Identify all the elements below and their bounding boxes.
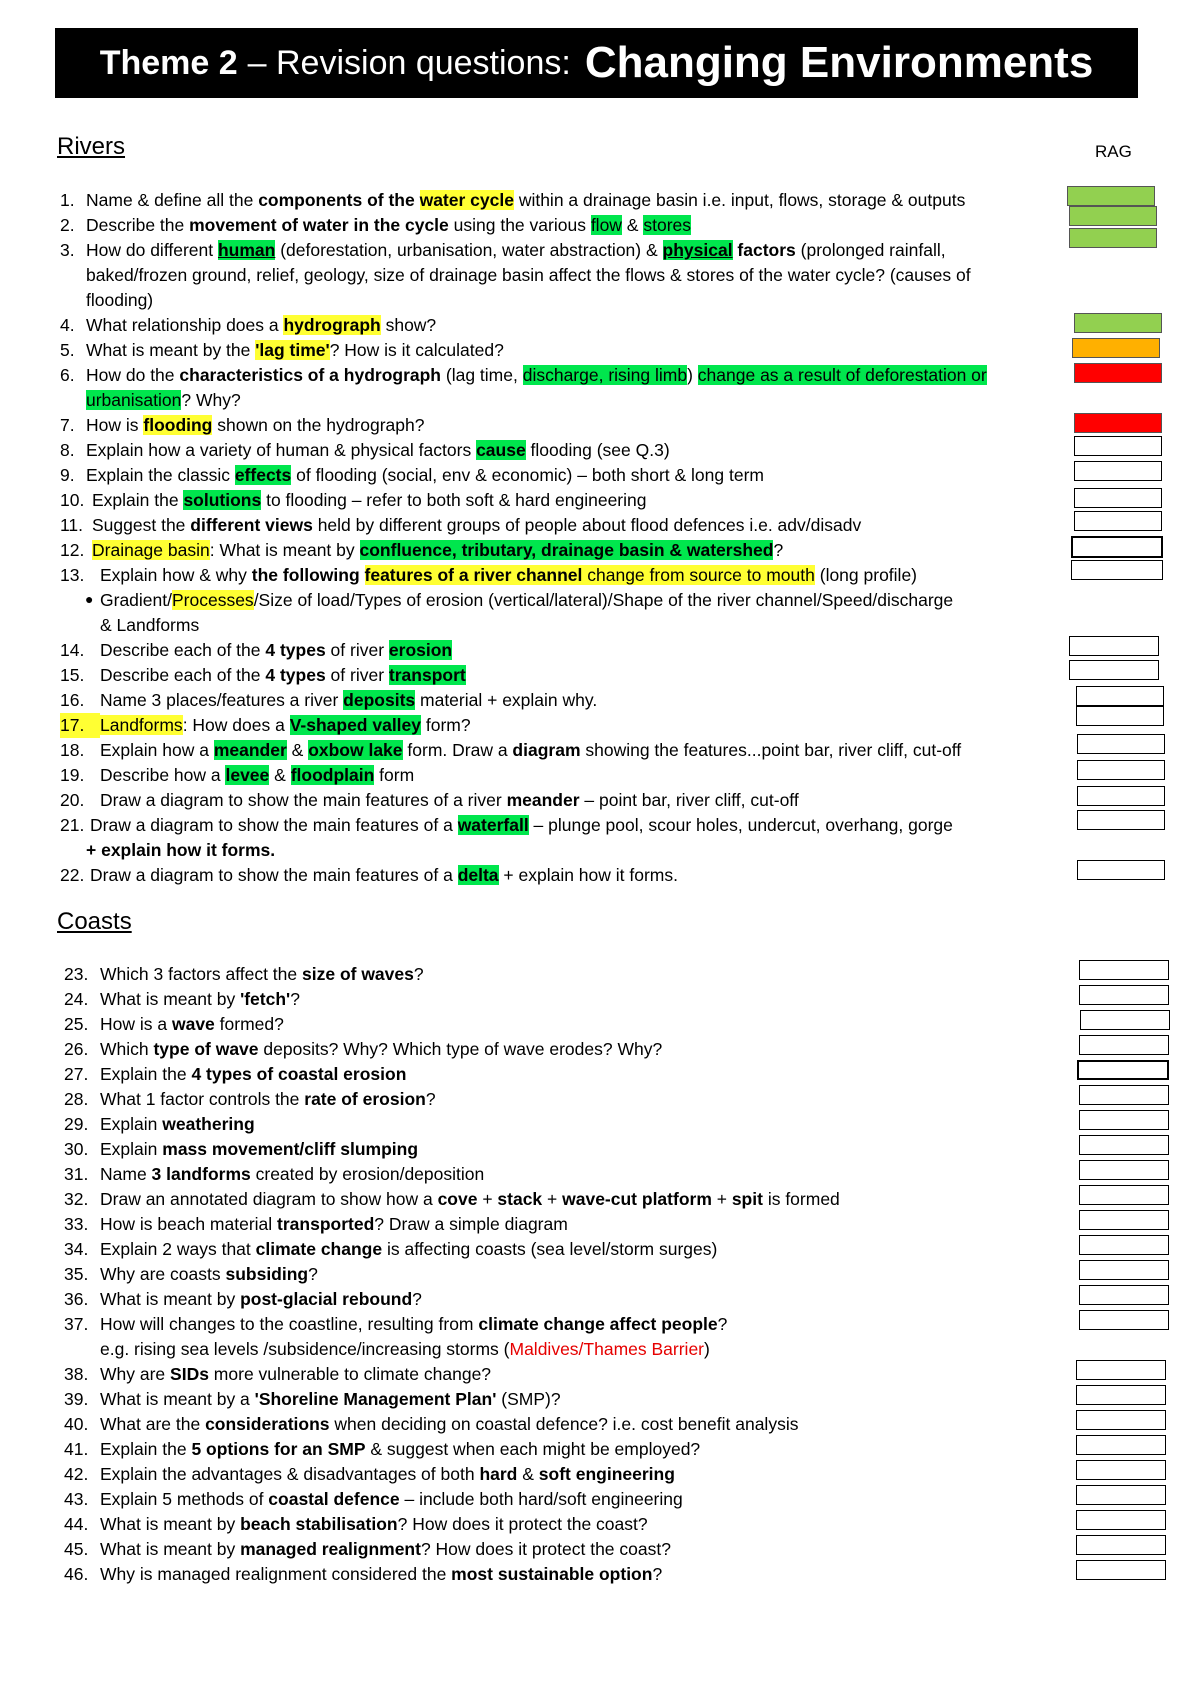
question-39: 39. What is meant by a 'Shoreline Management Plan' (SMP)? [64, 1389, 561, 1409]
rag-box-16[interactable] [1076, 686, 1164, 706]
rag-box-40[interactable] [1076, 1410, 1166, 1430]
rag-box-5[interactable] [1072, 338, 1160, 358]
rag-box-36[interactable] [1079, 1285, 1169, 1305]
rag-box-13[interactable] [1071, 560, 1163, 580]
question-19: 19. Describe how a levee & floodplain form [60, 765, 415, 785]
question-34: 34. Explain 2 ways that climate change is affecting coasts (sea level/storm surges) [64, 1239, 718, 1259]
rag-box-33[interactable] [1079, 1210, 1169, 1230]
question-20: 20. Draw a diagram to show the main features of a river meander – point bar, river cliff, cut-off [60, 790, 799, 810]
question-28: 28. What 1 factor controls the rate of erosion? [64, 1089, 436, 1109]
question-17: 17. Landforms: How does a V-shaped valley form? [60, 713, 471, 738]
question-21: 21. Draw a diagram to show the main features of a waterfall – plunge pool, scour holes, undercut, overhang, gorge [60, 815, 953, 835]
rag-box-32[interactable] [1079, 1185, 1169, 1205]
question-37-line-2: e.g. rising sea levels /subsidence/increasing storms (Maldives/Thames Barrier) [100, 1339, 710, 1359]
rag-box-2[interactable] [1069, 206, 1157, 226]
question-36: 36. What is meant by post-glacial rebound? [64, 1289, 422, 1309]
question-1: 1. Name & define all the components of the water cycle within a drainage basin i.e. input, flows, storage & outputs [60, 190, 966, 210]
rag-box-6[interactable] [1074, 363, 1162, 383]
rag-box-1[interactable] [1067, 186, 1155, 206]
rag-box-3[interactable] [1069, 228, 1157, 248]
rag-box-42[interactable] [1076, 1460, 1166, 1480]
rag-box-4[interactable] [1074, 313, 1162, 333]
question-9: 9. Explain the classic effects of flooding (social, env & economic) – both short & long term [60, 465, 764, 485]
question-11: 11. Suggest the different views held by different groups of people about flood defences i.e. adv/disadv [60, 515, 862, 535]
question-15: 15. Describe each of the 4 types of river transport [60, 665, 466, 685]
rag-header: RAG [1095, 142, 1132, 161]
rag-box-27[interactable] [1077, 1060, 1169, 1080]
rag-box-30[interactable] [1079, 1135, 1169, 1155]
bullet-icon: ● [85, 591, 94, 607]
rag-box-10[interactable] [1074, 488, 1162, 508]
title-theme: Theme 2 [99, 43, 238, 82]
question-42: 42. Explain the advantages & disadvantages of both hard & soft engineering [64, 1464, 675, 1484]
rag-box-17[interactable] [1076, 706, 1164, 726]
question-4: 4. What relationship does a hydrograph show? [60, 315, 437, 335]
question-3-line-2: baked/frozen ground, relief, geology, size of drainage basin affect the flows & stores of the water cycle? (causes of [86, 265, 971, 285]
rag-box-39[interactable] [1076, 1385, 1166, 1405]
question-3: 3. How do different human (deforestation, urbanisation, water abstraction) & physical factors (prolonged rainfall, [60, 240, 946, 260]
question-6: 6. How do the characteristics of a hydrograph (lag time, discharge, rising limb) change as a result of deforestation or [60, 365, 987, 385]
title-subtitle: – Revision questions: [247, 43, 571, 82]
rag-box-23[interactable] [1079, 960, 1169, 980]
rag-box-7[interactable] [1074, 413, 1162, 433]
question-29: 29. Explain weathering [64, 1114, 255, 1134]
rivers-heading: Rivers [57, 133, 126, 160]
rag-box-24[interactable] [1079, 985, 1169, 1005]
question-13-bullet-line-2: & Landforms [100, 615, 200, 635]
question-45: 45. What is meant by managed realignment? How does it protect the coast? [64, 1539, 671, 1559]
question-37: 37. How will changes to the coastline, resulting from climate change affect people? [64, 1314, 728, 1334]
question-12: 12. Drainage basin: What is meant by confluence, tributary, drainage basin & watershed? [60, 540, 784, 560]
rag-box-15[interactable] [1069, 660, 1159, 680]
rag-box-37[interactable] [1079, 1310, 1169, 1330]
question-10: 10. Explain the solutions to flooding – refer to both soft & hard engineering [60, 490, 647, 510]
question-13-bullet: Gradient/Processes/Size of load/Types of erosion (vertical/lateral)/Shape of the river channel/Speed/discharge [100, 590, 954, 610]
title-banner [55, 28, 1138, 98]
rag-box-35[interactable] [1079, 1260, 1169, 1280]
question-43: 43. Explain 5 methods of coastal defence – include both hard/soft engineering [64, 1489, 683, 1509]
rag-box-34[interactable] [1079, 1235, 1169, 1255]
rag-box-20[interactable] [1077, 786, 1165, 806]
question-13: 13. Explain how & why the following features of a river channel change from source to mouth (long profile) [60, 565, 918, 585]
question-7: 7. How is flooding shown on the hydrograph? [60, 415, 425, 435]
rag-box-29[interactable] [1079, 1110, 1169, 1130]
rag-box-44[interactable] [1076, 1510, 1166, 1530]
rag-box-25[interactable] [1080, 1010, 1170, 1030]
title-main: Changing Environments [584, 38, 1094, 87]
rag-box-11[interactable] [1074, 511, 1162, 531]
question-18: 18. Explain how a meander & oxbow lake form. Draw a diagram showing the features...point bar, river cliff, cut-off [60, 740, 962, 760]
rag-box-41[interactable] [1076, 1435, 1166, 1455]
question-46: 46. Why is managed realignment considered the most sustainable option? [64, 1564, 663, 1584]
rag-box-9[interactable] [1074, 461, 1162, 481]
question-2: 2. Describe the movement of water in the cycle using the various flow & stores [60, 215, 691, 235]
question-35: 35. Why are coasts subsiding? [64, 1264, 318, 1284]
question-22: 22. Draw a diagram to show the main features of a delta + explain how it forms. [60, 865, 678, 885]
rag-box-22[interactable] [1077, 860, 1165, 880]
question-40: 40. What are the considerations when deciding on coastal defence? i.e. cost benefit analysis [64, 1414, 799, 1434]
question-30: 30. Explain mass movement/cliff slumping [64, 1139, 419, 1159]
rag-box-43[interactable] [1076, 1485, 1166, 1505]
question-41: 41. Explain the 5 options for an SMP & suggest when each might be employed? [64, 1439, 701, 1459]
question-44: 44. What is meant by beach stabilisation? How does it protect the coast? [64, 1514, 648, 1534]
rag-box-31[interactable] [1079, 1160, 1169, 1180]
rag-box-19[interactable] [1077, 760, 1165, 780]
rag-box-8[interactable] [1074, 436, 1162, 456]
question-5: 5. What is meant by the 'lag time'? How is it calculated? [60, 340, 504, 360]
rag-box-45[interactable] [1076, 1535, 1166, 1555]
question-16: 16. Name 3 places/features a river deposits material + explain why. [60, 690, 598, 710]
rag-box-14[interactable] [1069, 636, 1159, 656]
rag-box-26[interactable] [1079, 1035, 1169, 1055]
question-23: 23. Which 3 factors affect the size of waves? [64, 964, 424, 984]
rag-box-38[interactable] [1076, 1360, 1166, 1380]
question-8: 8. Explain how a variety of human & physical factors cause flooding (see Q.3) [60, 440, 670, 460]
question-27: 27. Explain the 4 types of coastal erosion [64, 1064, 407, 1084]
question-6-line-2: urbanisation? Why? [86, 390, 241, 410]
coasts-heading: Coasts [57, 908, 132, 935]
question-26: 26. Which type of wave deposits? Why? Which type of wave erodes? Why? [64, 1039, 663, 1059]
question-21-line-2: + explain how it forms. [86, 840, 276, 860]
question-31: 31. Name 3 landforms created by erosion/deposition [64, 1164, 485, 1184]
rag-box-46[interactable] [1076, 1560, 1166, 1580]
question-24: 24. What is meant by 'fetch'? [64, 989, 300, 1009]
rag-box-18[interactable] [1077, 734, 1165, 754]
question-3-line-3: flooding) [86, 290, 154, 310]
question-25: 25. How is a wave formed? [64, 1014, 284, 1034]
question-33: 33. How is beach material transported? Draw a simple diagram [64, 1214, 568, 1234]
question-32: 32. Draw an annotated diagram to show how a cove + stack + wave-cut platform + spit is formed [64, 1189, 840, 1209]
question-38: 38. Why are SIDs more vulnerable to climate change? [64, 1364, 492, 1384]
question-14: 14. Describe each of the 4 types of river erosion [60, 640, 453, 660]
rag-box-21[interactable] [1077, 810, 1165, 830]
rag-box-12[interactable] [1071, 536, 1163, 558]
rag-box-28[interactable] [1079, 1085, 1169, 1105]
